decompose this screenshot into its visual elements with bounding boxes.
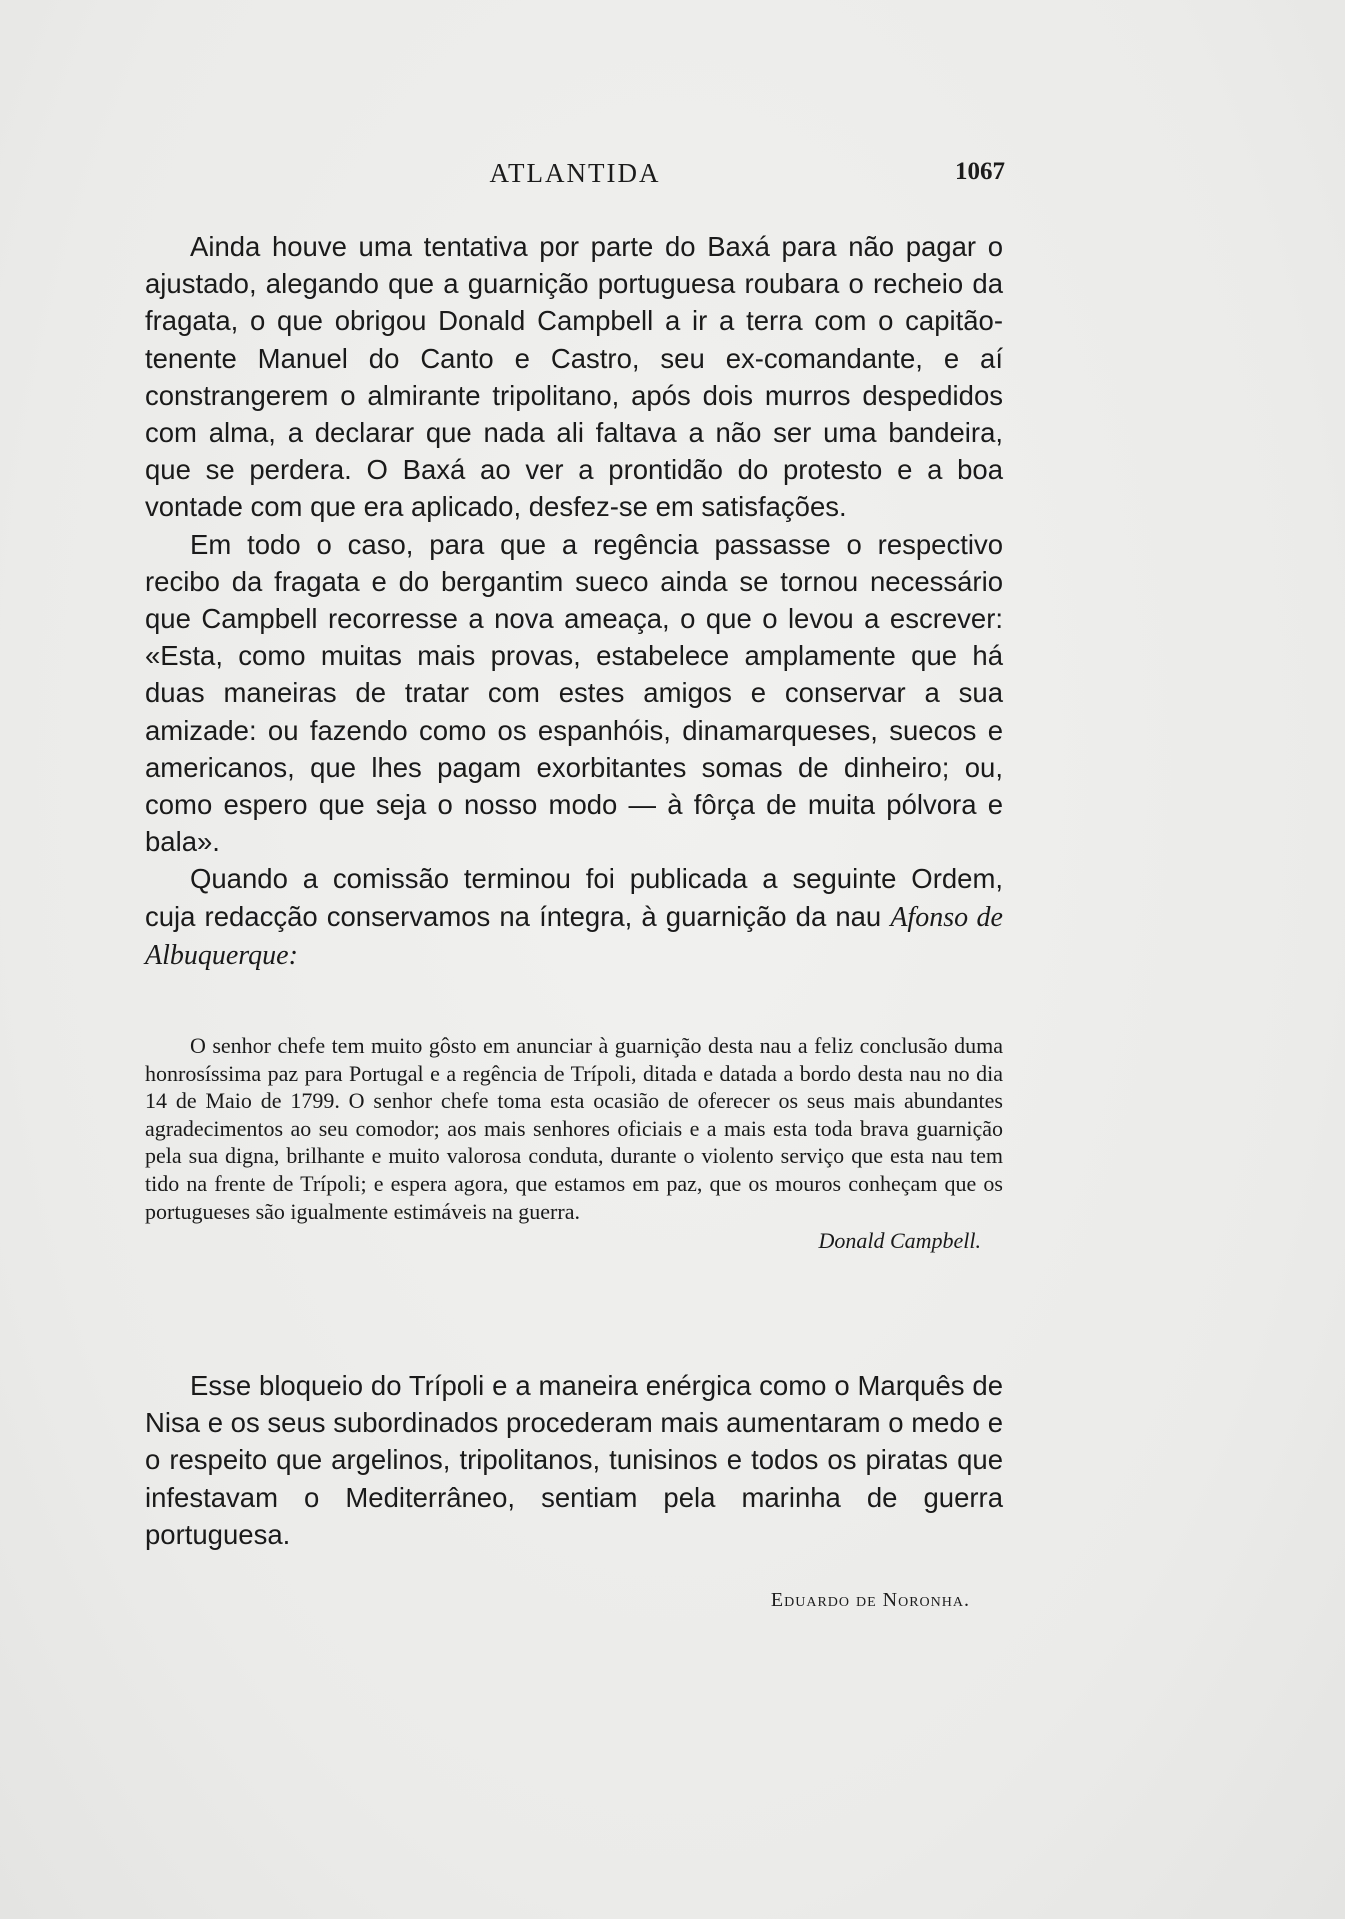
page-number: 1067 (955, 158, 1005, 185)
running-head (145, 158, 1005, 198)
main-text (145, 228, 1003, 974)
order-text: O senhor chefe tem muito gôsto em anunciar à guarnição desta nau a feliz conclusão duma honrosíssima paz para Portugal e a regência de Trípoli, ditada e datada a bordo desta nau no dia 14 de Maio de 1799. O senhor chefe toma esta ocasião de oferecer os seus mais abundantes agradecimentos ao seu comodor; aos mais senhores oficiais e a mais esta toda brava guarnição pela sua digna, brilhante e muito valorosa conduta, durante o violento serviço que esta nau tem tido na frente de Trípoli; e espera agora, que estamos em paz, que os mouros conheçam que os portugueses são igualmente estimáveis na guerra. (145, 1033, 1003, 1224)
running-title: ATLANTIDA (489, 158, 661, 188)
author-signature: Eduardo de Noronha. (770, 1589, 970, 1611)
paragraph-ransom: Ainda houve uma tentativa por parte do Baxá para não pagar o ajustado, alegando que a guarnição portuguesa roubara o recheio da fragata, o que obrigou Donald Campbell a ir a terra com o capitão-tenente Manuel do Canto e Castro, seu ex-comandante, e aí constrangerem o almirante tripolitano, após dois murros despedidos com alma, a declarar que nada ali faltava a não ser uma bandeira, que se perdera. O Baxá ao ver a prontidão do protesto e a boa vontade com que era aplicado, desfez-se em satisfações. (145, 231, 1003, 523)
order-intro-text: Quando a comissão terminou foi publicada a seguinte Ordem, cuja redacção conservamos na íntegra, à guarnição da nau (145, 863, 1003, 932)
paragraph-order-intro (145, 860, 1003, 974)
order-signature: Donald Campbell. (818, 1228, 981, 1254)
paragraph-receipt: Em todo o caso, para que a regência passasse o respectivo recibo da fragata e do bergantim sueco ainda se tornou necessário que Campbell recorresse a nova ameaça, o que o levou a escrever: «Esta, como muitas mais provas, estabelece amplamente que há duas maneiras de tratar com estes amigos e conservar a sua amizade: ou fazendo como os espanhóis, dinamarqueses, suecos e americanos, que lhes pagam exorbitantes somas de dinheiro; ou, como espero que seja o nosso modo — à fôrça de muita pólvora e bala». (145, 528, 1003, 858)
ship-name: Afonso de Albuquerque: (145, 901, 1003, 971)
paragraph-closing: Esse bloqueio do Trípoli e a maneira enérgica como o Marquês de Nisa e os seus subordinados procederam mais aumentaram o medo e o respeito que argelinos, tripolitanos, tunisinos e todos os piratas que infestavam o Mediterrâneo, sentiam pela marinha de guerra portuguesa. (145, 1370, 1003, 1550)
quoted-order (145, 1032, 1003, 1255)
closing-text (145, 1367, 1003, 1553)
